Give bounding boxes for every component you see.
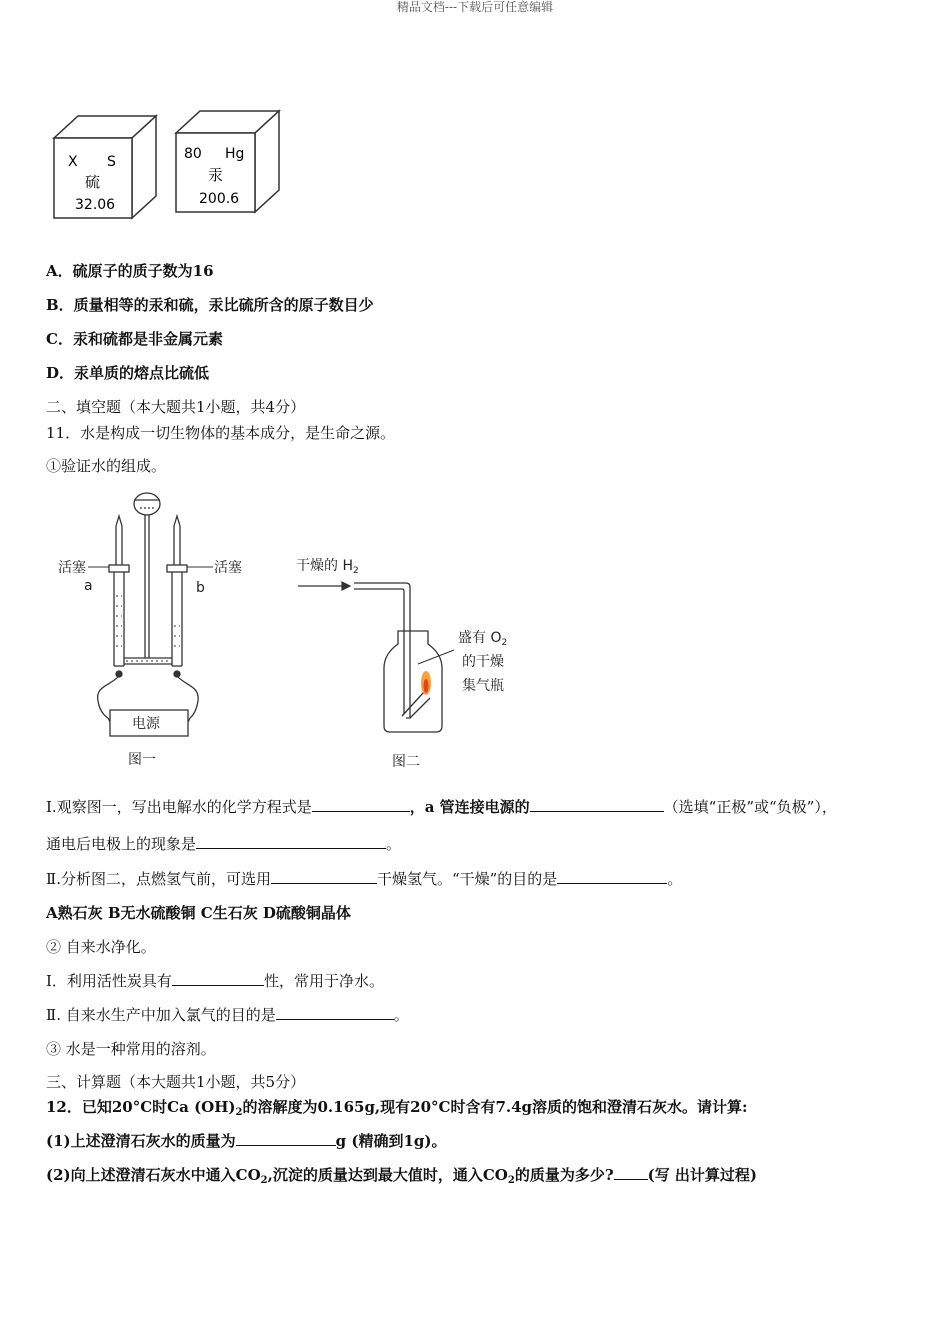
- answer-blank-equation[interactable]: [312, 797, 410, 812]
- question-12-part-2: (2)向上述澄清石灰水中通入$CO_2$,沉淀的质量达到最大值时，通入$CO_2$的质量为多少? (写 出计算过程): [46, 1166, 758, 1186]
- figure-1-caption: 图一: [128, 752, 156, 768]
- sulfur-number: X: [68, 154, 78, 170]
- element-box-sulfur: [54, 116, 156, 218]
- sulfur-symbol: S: [107, 154, 116, 170]
- jar-label-line-1: 盛有 $O_2$: [458, 630, 508, 648]
- stopcock-right-label: 活塞: [214, 560, 242, 576]
- question-12-part-1: (1)上述澄清石灰水的质量为 g (精确到1g)。: [46, 1132, 447, 1150]
- jar-label-line-3: 集气瓶: [462, 678, 504, 694]
- mercury-mass: 200.6: [199, 191, 240, 207]
- option-a: A．硫原子的质子数为16: [46, 262, 214, 280]
- apparatus-figure: [50, 486, 530, 776]
- question-11-part-2: ② 自来水净化。: [46, 938, 156, 956]
- power-source-label: 电源: [132, 716, 160, 732]
- arrow-icon: [298, 582, 350, 590]
- figure-2-caption: 图二: [392, 754, 420, 770]
- gas-jar: [354, 583, 442, 732]
- electrolysis-apparatus: [98, 493, 199, 736]
- mercury-symbol: Hg: [225, 146, 245, 162]
- tube-b-label: b: [196, 580, 205, 596]
- question-11-2-I: Ⅰ．利用活性炭具有 性，常用于净水。: [46, 972, 384, 990]
- option-b: B．质量相等的汞和硫，汞比硫所含的原子数目少: [46, 296, 374, 314]
- answer-blank-carbon[interactable]: [172, 971, 264, 986]
- answer-blank-phenomenon[interactable]: [196, 834, 386, 849]
- element-boxes-figure: [50, 108, 290, 223]
- mercury-number: 80: [184, 146, 202, 162]
- question-12-stem: 12．已知20°C时Ca $(OH)_2$的溶解度为0.165g,现有20°C时含有7.4g溶质的饱和澄清石灰水。请计算:: [46, 1098, 748, 1118]
- option-c: C．汞和硫都是非金属元素: [46, 330, 223, 348]
- question-11-part-1: ①验证水的组成。: [46, 457, 167, 475]
- answer-blank-purpose[interactable]: [557, 869, 667, 884]
- question-11-2-II: Ⅱ. 自来水生产中加入氯气的目的是 。: [46, 1006, 409, 1024]
- question-11-part-3: ③ 水是一种常用的溶剂。: [46, 1040, 216, 1058]
- stopcock-left-label: 活塞: [58, 560, 86, 576]
- question-11-I-line-1: Ⅰ.观察图一，写出电解水的化学方程式是 ，a 管连接电源的 （选填“正极”或“负极”），: [46, 798, 837, 816]
- question-11-II: Ⅱ.分析图二，点燃氢气前，可选用 干燥氢气。“干燥”的目的是 。: [46, 870, 683, 888]
- section-3-heading: 三、计算题（本大题共1小题，共5分）: [46, 1073, 306, 1091]
- flame-icon: [421, 671, 431, 695]
- tube-a-label: a: [84, 578, 93, 594]
- answer-blank-electrode[interactable]: [530, 797, 664, 812]
- question-11-stem: 11．水是构成一切生物体的基本成分，是生命之源。: [46, 424, 396, 442]
- option-d: D．汞单质的熔点比硫低: [46, 364, 210, 382]
- section-2-heading: 二、填空题（本大题共1小题，共4分）: [46, 398, 306, 416]
- dry-hydrogen-label: 干燥的 $H_2$: [296, 558, 359, 576]
- page-header: 精品文档---下载后可任意编辑: [396, 0, 554, 14]
- sulfur-mass: 32.06: [75, 197, 116, 213]
- jar-label-line-2: 的干燥: [462, 654, 504, 670]
- question-11-choices: A熟石灰 B无水硫酸铜 C生石灰 D硫酸铜晶体: [46, 904, 351, 922]
- answer-blank-chlorine[interactable]: [276, 1005, 394, 1020]
- question-11-I-line-2: 通电后电极上的现象是 。: [46, 835, 402, 853]
- answer-blank-co2[interactable]: [614, 1165, 648, 1180]
- answer-blank-mass[interactable]: [236, 1131, 336, 1146]
- mercury-name: 汞: [208, 166, 224, 184]
- element-box-mercury: [176, 111, 279, 212]
- sulfur-name: 硫: [85, 173, 101, 191]
- answer-blank-desiccant[interactable]: [271, 869, 377, 884]
